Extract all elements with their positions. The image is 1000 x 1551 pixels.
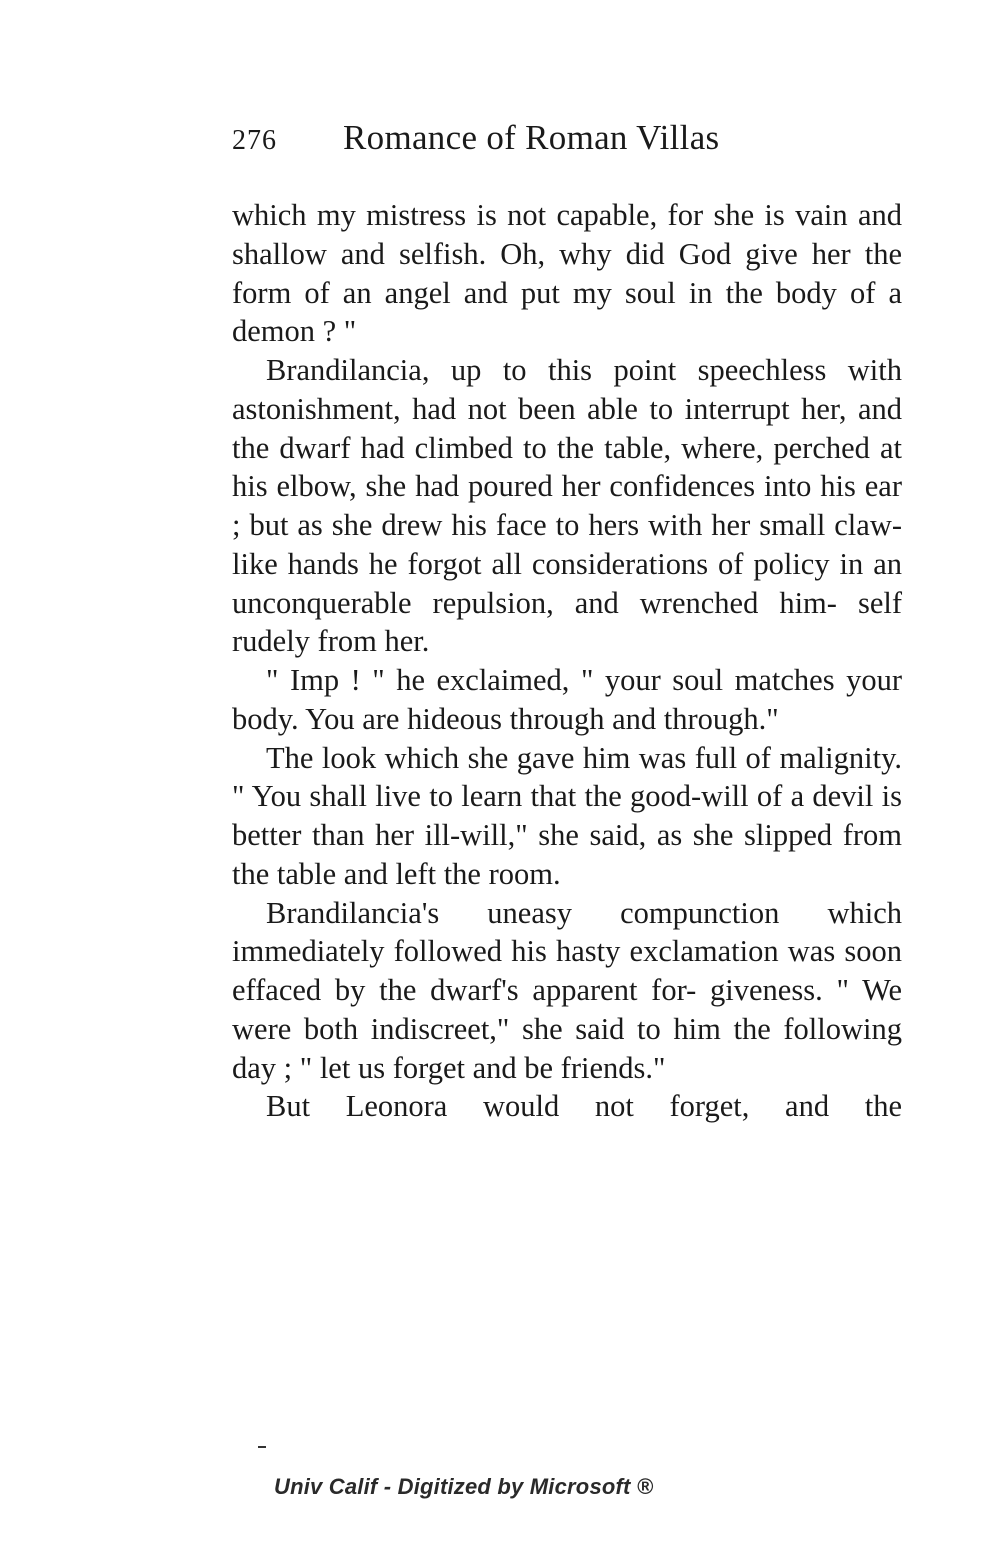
paragraph-continues: But Leonora would not forget, and the — [266, 1089, 902, 1124]
paragraph: The look which she gave him was full of malignity. " You shall live to learn that the good-will of a devil is better than her ill-will," she said, as she slipped from the table and left the room. — [232, 740, 902, 891]
page-number: 276 — [232, 125, 277, 156]
book-page — [232, 118, 902, 1126]
paragraph-continued: which my mistress is not capable, for she is vain and shallow and selfish. Oh, why did God give her the form of an angel and put my soul in the body of a demon ? " — [232, 198, 902, 349]
digitization-watermark: Univ Calif - Digitized by Microsoft ® — [274, 1474, 654, 1499]
paragraph: Brandilancia, up to this point speechless with astonishment, had not been able to interrupt her, and the dwarf had climbed to the table, where, perched at his elbow, she had poured her confidences into his ear ; but as she drew his face to hers with her small claw-like hands he forgot all considerations of policy in an unconquerable repulsion, and wrenched him- self rudely from her. — [232, 353, 902, 659]
stray-mark — [258, 1446, 266, 1448]
body-text — [232, 196, 902, 1126]
paragraph: Brandilancia's uneasy compunction which immediately followed his hasty exclamation was soon effaced by the dwarf's apparent for- giveness. " We were both indiscreet," she said to him the following day ; " let us forget and be friends." — [232, 895, 902, 1085]
paragraph: " Imp ! " he exclaimed, " your soul matches your body. You are hideous through and through." — [232, 663, 902, 736]
running-title: Romance of Roman Villas — [343, 118, 720, 157]
running-head — [232, 118, 902, 176]
